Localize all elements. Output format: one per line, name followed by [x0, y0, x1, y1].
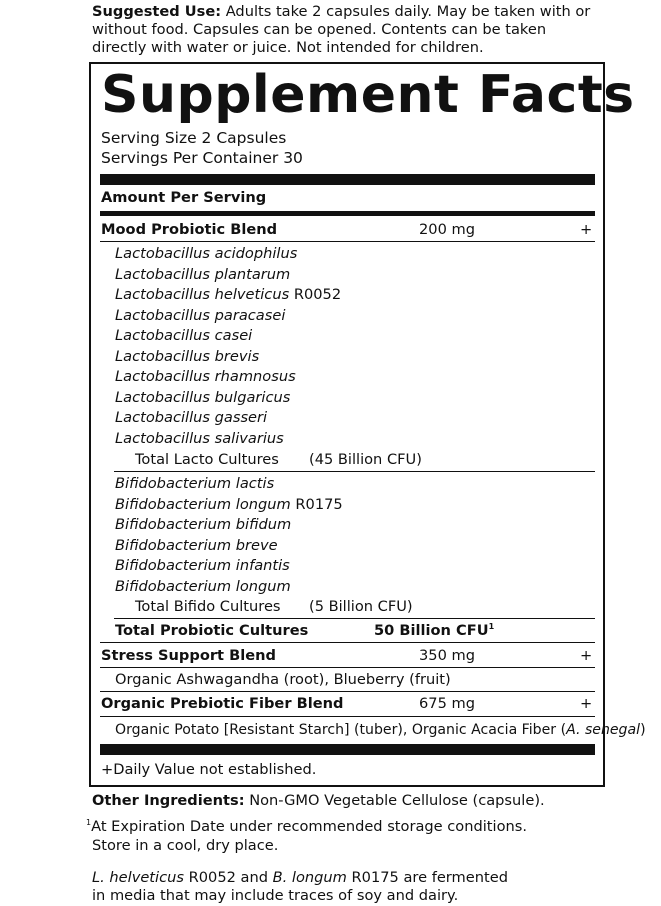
strain-item: Bifidobacterium infantis — [115, 557, 290, 574]
strain-item: Lactobacillus acidophilus — [115, 245, 298, 262]
strain-item: Lactobacillus plantarum — [115, 265, 291, 283]
fiber-blend-dv: + — [580, 695, 593, 712]
amount-per-serving-header: Amount Per Serving — [101, 189, 267, 206]
thick-divider — [100, 174, 595, 185]
footnote-line2: Store in a cool, dry place. — [92, 837, 279, 854]
row-divider — [100, 241, 595, 242]
fiber-blend-name: Organic Prebiotic Fiber Blend — [101, 695, 344, 712]
fiber-blend-ingredients: Organic Potato [Resistant Starch] (tuber), Organic Acacia Fiber (A. senegal) — [115, 722, 646, 738]
strain-item: Bifidobacterium longum R0175 — [115, 495, 343, 513]
row-divider — [100, 642, 595, 643]
ferment-note-line2: in media that may include traces of soy and dairy. — [92, 887, 459, 904]
strain-item: Lactobacillus helveticus R0052 — [115, 286, 342, 303]
other-ingredients: Other Ingredients: Non-GMO Vegetable Cellulose (capsule). — [92, 792, 545, 809]
panel-title: Supplement Facts — [101, 65, 635, 125]
thick-divider — [100, 744, 595, 755]
daily-value-note: +Daily Value not established. — [101, 761, 317, 778]
ferment-note-line1: L. helveticus R0052 and B. longum R0175 are fermented — [92, 869, 508, 886]
servings-per-container: Servings Per Container 30 — [101, 149, 303, 167]
row-divider — [100, 667, 595, 668]
strain-item: Bifidobacterium lactis — [115, 475, 275, 492]
strain-item: Lactobacillus paracasei — [115, 306, 286, 324]
strain-item: Lactobacillus bulgaricus — [115, 388, 291, 406]
strain-item: Bifidobacterium bifidum — [115, 516, 292, 533]
mood-blend-amount: 200 mg — [419, 221, 475, 238]
total-probiotic-label: Total Probiotic Cultures — [115, 622, 309, 639]
footnote-line1: $^1$At Expiration Date under recommended storage conditions. — [86, 818, 528, 835]
bifido-total-label: Total Bifido Cultures — [135, 598, 281, 615]
fiber-blend-amount: 675 mg — [419, 695, 475, 712]
mood-blend-name: Mood Probiotic Blend — [101, 221, 278, 238]
row-divider — [100, 716, 595, 717]
suggested-use-line1 — [92, 3, 590, 22]
suggested-use-line3: directly with water or juice. Not intended for children. — [92, 39, 484, 56]
lacto-total-value: (45 Billion CFU) — [309, 451, 422, 468]
serving-size: Serving Size 2 Capsules — [101, 129, 287, 147]
row-divider — [114, 618, 595, 619]
row-divider — [100, 691, 595, 692]
strain-item: Lactobacillus salivarius — [115, 429, 284, 447]
suggested-use-text: Adults take 2 capsules daily. May be taken with or — [225, 3, 591, 20]
strain-item: Bifidobacterium longum — [115, 577, 291, 595]
strain-item: Lactobacillus gasseri — [115, 409, 268, 426]
stress-blend-name: Stress Support Blend — [101, 647, 276, 664]
mood-blend-dv: + — [580, 221, 593, 238]
strain-item: Lactobacillus rhamnosus — [115, 368, 296, 385]
total-probiotic-value: 50 Billion CFU$^1$ — [374, 622, 495, 639]
strain-item: Bifidobacterium breve — [115, 536, 278, 554]
stress-blend-amount: 350 mg — [419, 647, 475, 664]
row-divider — [114, 471, 595, 472]
stress-blend-dv: + — [580, 647, 593, 664]
bifido-total-value: (5 Billion CFU) — [309, 598, 413, 615]
stress-blend-ingredients: Organic Ashwagandha (root), Blueberry (fruit) — [115, 671, 451, 688]
strain-item: Lactobacillus casei — [115, 327, 253, 344]
suggested-use-line2: without food. Capsules can be opened. Contents can be taken — [92, 21, 547, 38]
strain-item: Lactobacillus brevis — [115, 347, 260, 365]
suggested-use-label: Suggested Use: — [92, 3, 222, 20]
medium-divider — [100, 211, 595, 216]
lacto-total-label: Total Lacto Cultures — [135, 451, 279, 468]
